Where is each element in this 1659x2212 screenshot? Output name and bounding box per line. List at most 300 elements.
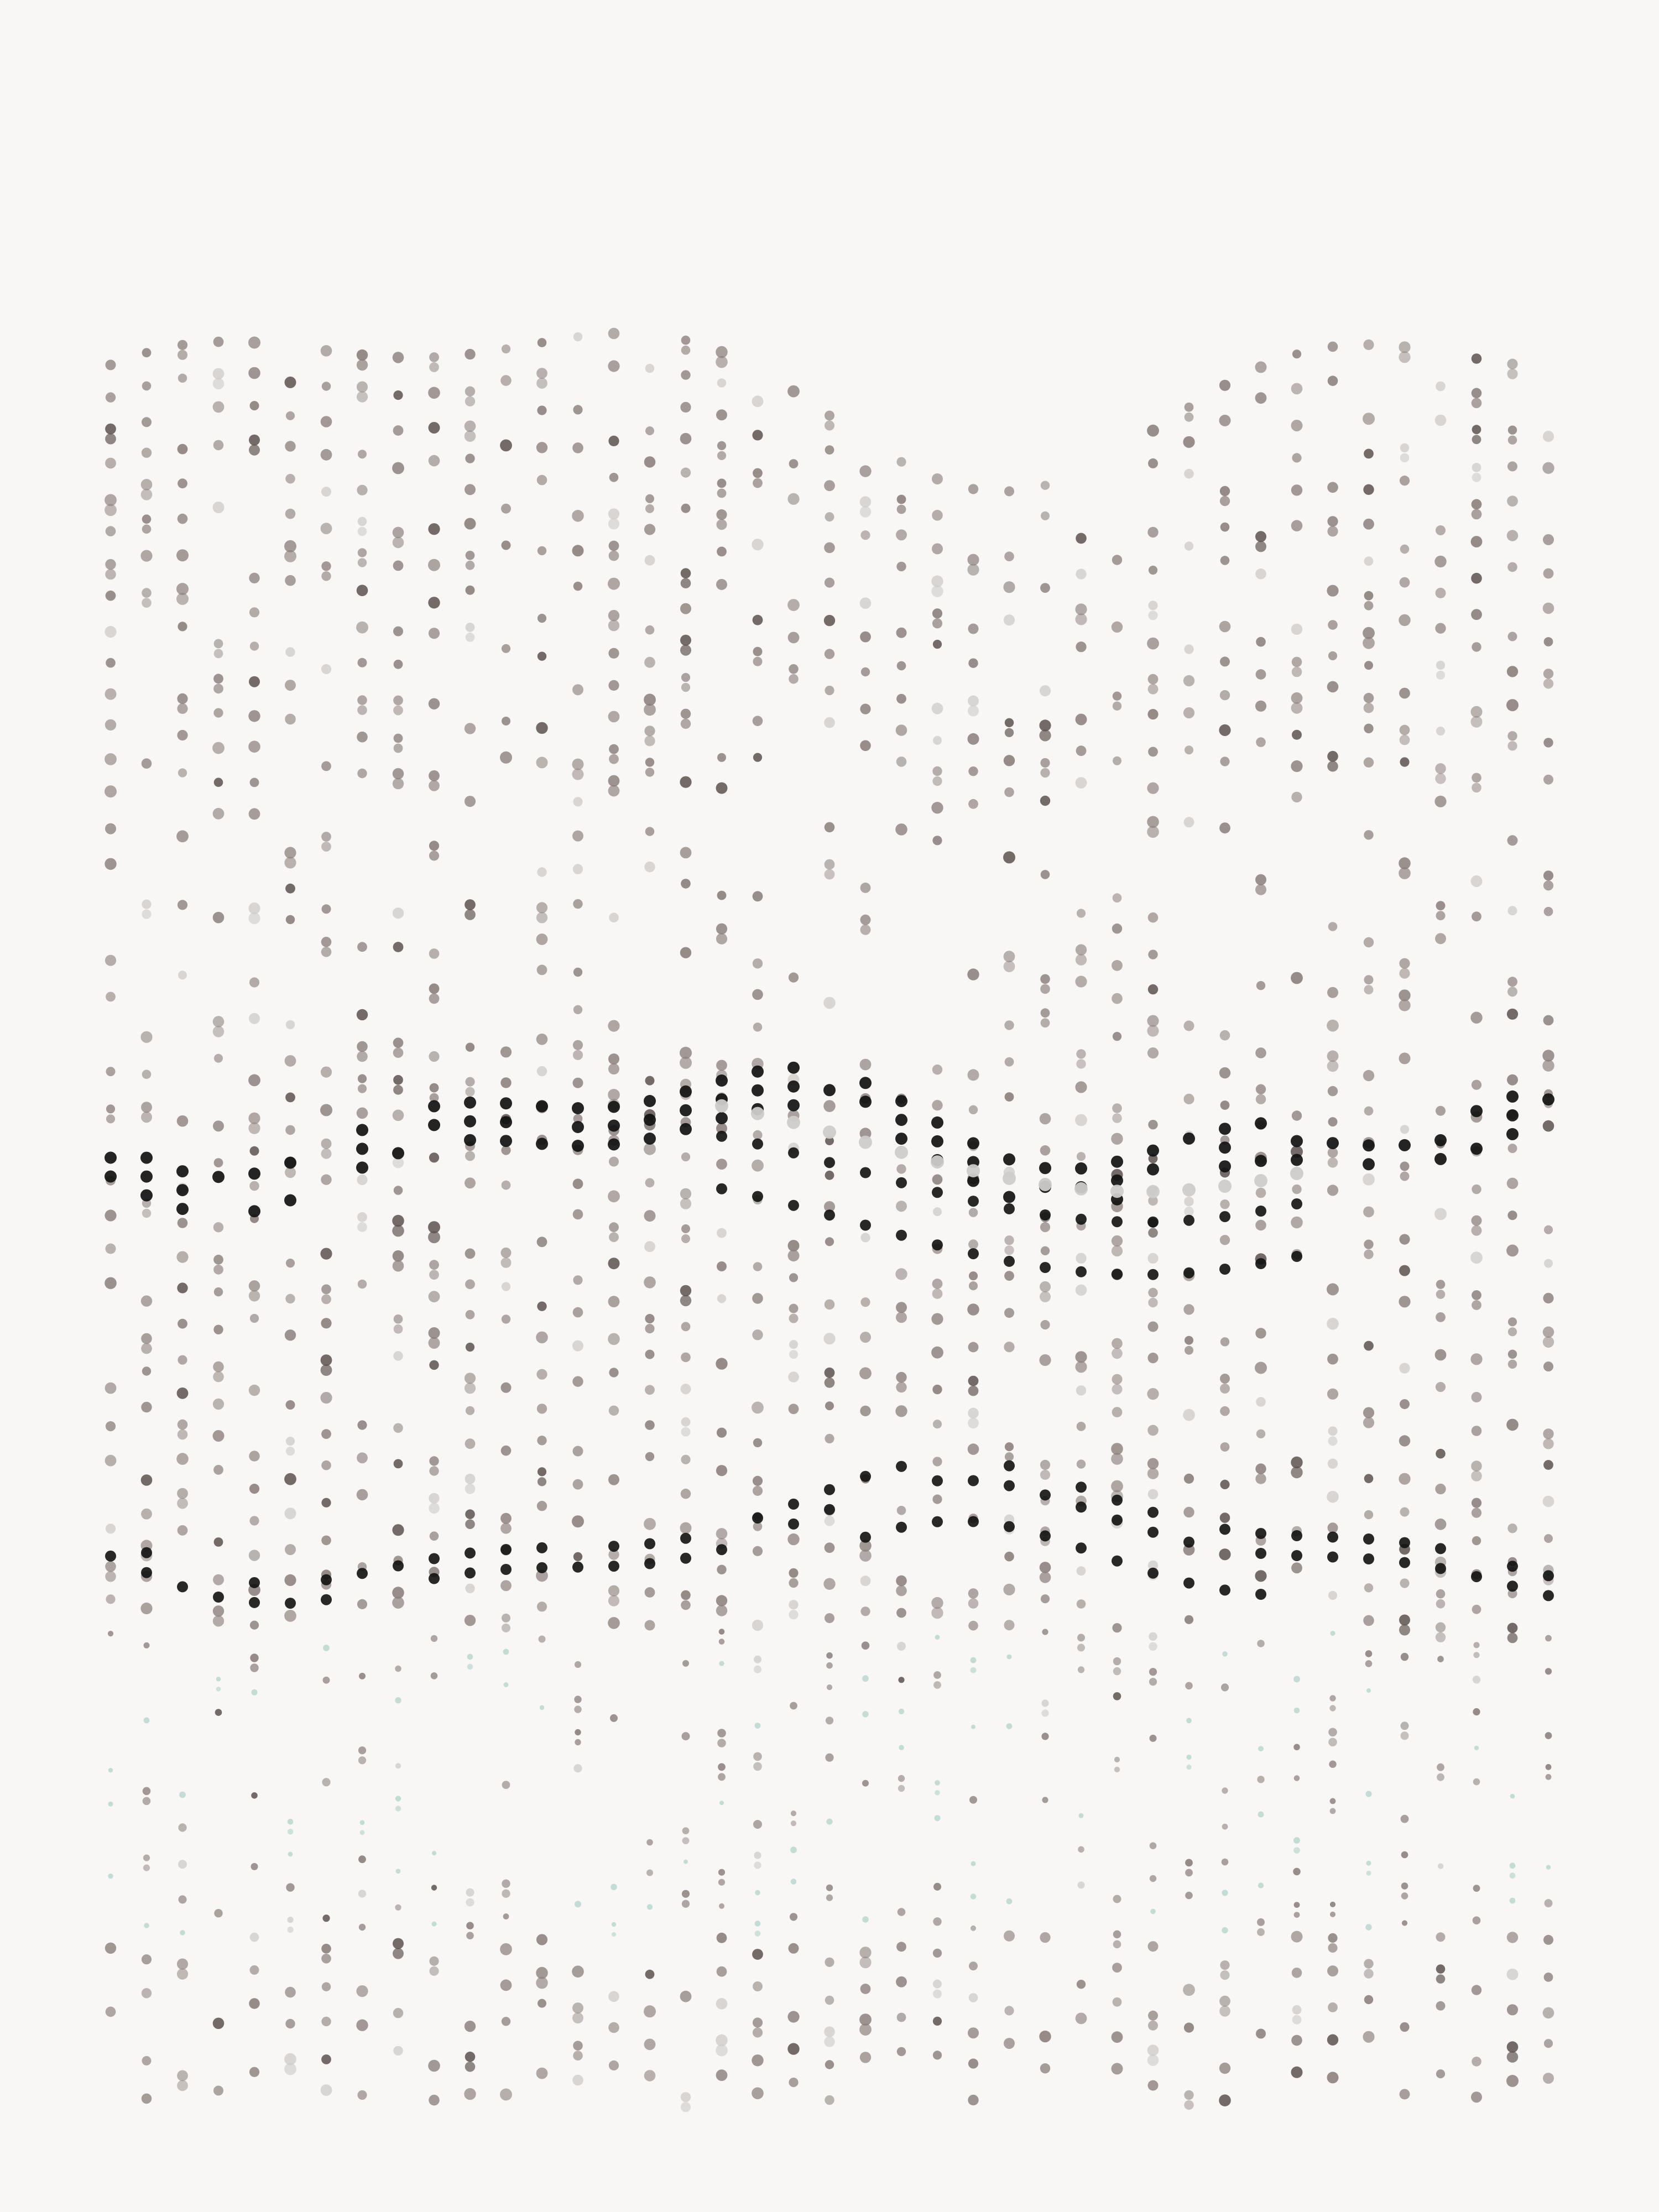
bottom-dot (1291, 2035, 1302, 2046)
dark-wave-dot (932, 1239, 943, 1250)
field-dot (392, 1524, 404, 1536)
field-dot (1004, 1620, 1015, 1630)
ridge-dot (1219, 380, 1230, 391)
field-dot (753, 1130, 762, 1140)
field-dot (932, 1385, 942, 1394)
field-dot (825, 1613, 834, 1623)
ridge-dot (393, 696, 403, 706)
field-dot (1544, 1259, 1553, 1268)
field-dot (465, 909, 476, 920)
field-dot (1437, 1764, 1444, 1771)
ridge-dot (681, 719, 691, 729)
field-dot (1473, 1642, 1479, 1648)
field-dot (141, 1402, 152, 1412)
ridge-dot (178, 768, 187, 777)
field-dot (1147, 1468, 1159, 1479)
bottom-dot (862, 1916, 869, 1923)
bottom-dot (1113, 1940, 1121, 1949)
bottom-dot (1472, 2057, 1481, 2067)
field-dot (716, 782, 728, 794)
field-dot (500, 1513, 512, 1524)
field-dot (1399, 1615, 1410, 1626)
ridge-dot (716, 356, 728, 368)
field-dot (1005, 1452, 1014, 1461)
field-dot (933, 1207, 942, 1216)
field-dot (1328, 1157, 1338, 1168)
ridge-dot (105, 569, 116, 580)
bottom-dot (214, 1909, 222, 1917)
ridge-dot (1076, 533, 1087, 544)
ridge-dot (1004, 614, 1015, 625)
ridge-dot (860, 740, 871, 752)
field-dot (1507, 1009, 1518, 1020)
dark-wave-dot (1399, 1557, 1410, 1568)
dark-wave-dot (1543, 1590, 1554, 1601)
field-dot (1003, 851, 1015, 863)
field-dot (430, 1531, 439, 1541)
dark-wave-dot (1291, 1135, 1303, 1147)
field-dot (321, 1364, 332, 1376)
field-dot (1076, 944, 1087, 955)
ridge-dot (681, 673, 690, 682)
ridge-dot (681, 346, 691, 355)
ridge-dot (1471, 609, 1482, 620)
bottom-dot (753, 2017, 763, 2027)
field-dot (1256, 981, 1265, 990)
mint-dot (1079, 1813, 1084, 1818)
ridge-dot (1147, 638, 1159, 650)
field-dot (860, 1406, 870, 1416)
field-dot (1399, 1265, 1410, 1276)
dark-wave-dot (572, 1140, 584, 1152)
ridge-dot (1219, 724, 1230, 736)
field-dot (284, 857, 296, 868)
bottom-dot (644, 2005, 656, 2017)
field-dot (645, 1587, 655, 1598)
dark-wave-dot (1327, 1552, 1338, 1563)
field-dot (539, 1636, 546, 1643)
dark-wave-dot (1004, 1521, 1015, 1532)
field-dot (644, 1143, 656, 1155)
bottom-dot (356, 1985, 368, 1997)
field-dot (608, 775, 620, 787)
ridge-dot (645, 758, 654, 766)
bottom-dot (1077, 1980, 1086, 1989)
field-dot (754, 1656, 761, 1663)
ridge-dot (105, 559, 116, 570)
dark-wave-dot (500, 1544, 512, 1555)
field-dot (1041, 1018, 1050, 1027)
field-dot (393, 1037, 404, 1048)
light-wave-dot (859, 1136, 872, 1149)
ridge-dot (787, 385, 800, 398)
field-dot (1220, 1512, 1230, 1523)
field-dot (1255, 1463, 1266, 1474)
ridge-dot (932, 776, 942, 786)
ridge-dot (825, 686, 834, 695)
dark-wave-dot (428, 1119, 440, 1131)
dark-wave-dot (429, 1573, 440, 1584)
field-dot (1543, 880, 1553, 890)
bottom-dot (1294, 1902, 1300, 1908)
bottom-dot (1293, 1868, 1301, 1876)
ridge-dot (176, 593, 189, 605)
mint-dot (935, 1790, 940, 1796)
ridge-dot (392, 462, 404, 474)
field-dot (1327, 1050, 1339, 1062)
field-dot (1435, 1349, 1447, 1361)
bottom-dot (971, 1926, 976, 1931)
ridge-dot (1076, 745, 1087, 756)
field-dot (932, 1065, 942, 1074)
dark-wave-dot (572, 1121, 584, 1133)
field-dot (429, 1270, 439, 1280)
ridge-dot (106, 658, 116, 668)
dark-wave-dot (1004, 1256, 1015, 1267)
bottom-dot (177, 1969, 188, 1980)
field-dot (213, 1371, 224, 1383)
bottom-dot (1112, 1963, 1122, 1973)
ridge-dot (1291, 484, 1302, 495)
bottom-dot (826, 1895, 833, 1901)
field-dot (105, 955, 116, 966)
field-dot (1149, 1632, 1157, 1641)
bottom-dot (1292, 2015, 1302, 2025)
ridge-dot (896, 628, 907, 638)
ridge-dot (608, 620, 619, 631)
dark-wave-dot (392, 1147, 404, 1159)
field-dot (573, 1209, 583, 1220)
field-dot (537, 1302, 546, 1311)
field-dot (574, 1695, 581, 1703)
dark-wave-dot (284, 1157, 296, 1169)
field-dot (501, 1383, 512, 1393)
dark-wave-dot (321, 1574, 332, 1585)
bottom-dot (142, 1954, 152, 1964)
field-dot (1041, 1709, 1048, 1717)
field-dot (213, 1399, 224, 1410)
ridge-dot (178, 444, 188, 455)
ridge-dot (1400, 453, 1409, 462)
bottom-dot (1040, 1932, 1050, 1943)
field-dot (428, 1231, 440, 1243)
ridge-dot (824, 717, 835, 728)
mint-dot (935, 1635, 940, 1640)
ridge-dot (214, 649, 223, 659)
field-dot (716, 924, 727, 935)
ridge-dot (176, 549, 189, 561)
bottom-dot (178, 1860, 187, 1869)
ridge-dot (896, 457, 906, 467)
dark-wave-dot (608, 1101, 620, 1113)
light-wave-dot (895, 1146, 908, 1159)
field-dot (393, 1047, 404, 1058)
ridge-dot (393, 778, 404, 789)
field-dot (1255, 874, 1266, 885)
bottom-dot (1506, 2075, 1519, 2087)
field-dot (895, 823, 907, 836)
bottom-dot (500, 1979, 512, 1991)
field-dot (105, 823, 116, 834)
mint-dot (108, 1768, 113, 1772)
field-dot (536, 912, 547, 923)
field-dot (573, 1552, 582, 1561)
ridge-dot (142, 598, 152, 608)
field-dot (1434, 1208, 1447, 1220)
field-dot (1364, 1107, 1374, 1116)
field-dot (429, 851, 439, 860)
bottom-dot (464, 2088, 476, 2100)
ridge-dot (717, 489, 727, 498)
dark-wave-dot (1471, 1571, 1482, 1582)
field-dot (286, 1020, 295, 1029)
bottom-dot (1294, 1912, 1300, 1918)
mint-dot (1006, 1723, 1013, 1729)
field-dot (249, 808, 260, 820)
dark-wave-dot (716, 1112, 728, 1124)
field-dot (1255, 1328, 1266, 1338)
dark-wave-dot (931, 1135, 943, 1147)
field-dot (1041, 1246, 1050, 1255)
dark-wave-dot (105, 1152, 117, 1164)
dark-wave-dot (1291, 1251, 1302, 1262)
ridge-dot (321, 561, 331, 571)
ridge-dot (1507, 495, 1518, 507)
field-dot (213, 1430, 225, 1442)
field-dot (1112, 1245, 1123, 1256)
field-dot (860, 1059, 872, 1071)
field-dot (1077, 1459, 1086, 1468)
field-dot (393, 907, 404, 919)
bottom-dot (357, 2090, 367, 2100)
field-dot (682, 1837, 690, 1844)
field-dot (1292, 1185, 1301, 1194)
ridge-dot (393, 425, 404, 436)
ridge-dot (1040, 583, 1050, 593)
bottom-dot (719, 1903, 724, 1909)
field-dot (1255, 884, 1266, 895)
field-dot (1543, 1496, 1554, 1507)
dark-wave-dot (464, 1115, 476, 1128)
bottom-dot (144, 1923, 149, 1928)
dark-wave-dot (896, 1230, 907, 1241)
ridge-dot (1292, 349, 1301, 358)
field-dot (716, 1358, 727, 1369)
bottom-dot (608, 2022, 619, 2033)
ridge-dot (1400, 476, 1410, 486)
field-dot (249, 1550, 260, 1561)
field-dot (105, 1571, 116, 1582)
ridge-dot (608, 328, 620, 340)
field-dot (609, 1368, 618, 1377)
ridge-dot (572, 510, 584, 522)
dark-wave-dot (1255, 1528, 1266, 1539)
ridge-dot (501, 504, 511, 514)
ridge-dot (1507, 731, 1517, 740)
field-dot (1399, 968, 1410, 979)
field-dot (823, 1100, 836, 1112)
ridge-dot (717, 479, 727, 488)
field-dot (1544, 1534, 1553, 1543)
ridge-dot (285, 575, 296, 586)
dark-wave-dot (500, 1097, 512, 1109)
field-dot (502, 1181, 511, 1190)
bottom-dot (1219, 2063, 1230, 2074)
field-dot (106, 1104, 115, 1113)
bottom-dot (1147, 2044, 1159, 2056)
ridge-dot (212, 742, 225, 754)
field-dot (1112, 960, 1123, 971)
dark-wave-dot (788, 1147, 799, 1159)
field-dot (429, 1260, 439, 1270)
ridge-dot (321, 416, 332, 427)
ridge-dot (1507, 369, 1517, 379)
bottom-dot (859, 2023, 872, 2036)
ridge-dot (1183, 436, 1194, 448)
ridge-dot (1543, 431, 1554, 442)
field-dot (968, 1239, 978, 1249)
mint-dot (1366, 1688, 1371, 1693)
field-dot (572, 1340, 583, 1352)
field-dot (321, 1285, 331, 1295)
field-dot (249, 1451, 259, 1461)
field-dot (896, 1575, 907, 1587)
ridge-dot (1185, 413, 1194, 422)
mint-dot (899, 1745, 904, 1750)
ridge-dot (609, 551, 619, 561)
ridge-dot (429, 628, 440, 639)
dark-wave-dot (1255, 1258, 1266, 1269)
field-dot (681, 1322, 691, 1332)
ridge-dot (357, 585, 368, 596)
field-dot (1040, 984, 1050, 994)
field-dot (284, 1473, 296, 1485)
field-dot (250, 778, 259, 787)
ridge-dot (1075, 613, 1087, 625)
ridge-dot (465, 397, 475, 406)
ridge-dot (753, 716, 763, 726)
field-dot (1507, 1178, 1519, 1190)
dark-wave-dot (1183, 1267, 1194, 1279)
ridge-dot (1004, 755, 1015, 766)
field-dot (788, 1240, 800, 1251)
field-dot (644, 1210, 656, 1222)
field-dot (213, 1265, 223, 1275)
ridge-dot (572, 442, 583, 453)
field-dot (1220, 1100, 1230, 1110)
dark-wave-dot (860, 1471, 871, 1482)
ridge-dot (322, 382, 331, 390)
bottom-dot (321, 2017, 331, 2026)
bottom-dot (1113, 1997, 1122, 2007)
ridge-dot (428, 559, 440, 571)
ridge-dot (1471, 706, 1483, 718)
ridge-dot (1220, 690, 1230, 700)
bottom-dot (1257, 1928, 1265, 1936)
field-dot (789, 1314, 799, 1323)
dark-wave-dot (932, 1475, 943, 1486)
field-dot (429, 1360, 439, 1370)
field-dot (1040, 1145, 1051, 1156)
ridge-dot (753, 468, 763, 478)
field-dot (1329, 1695, 1335, 1701)
field-dot (644, 1241, 655, 1252)
field-dot (323, 1677, 330, 1684)
bottom-dot (1328, 1943, 1337, 1953)
ridge-dot (537, 475, 547, 486)
ridge-dot (645, 426, 654, 435)
ridge-dot (1112, 555, 1122, 565)
field-dot (429, 983, 440, 994)
dark-wave-dot (1147, 1164, 1159, 1176)
field-dot (105, 1383, 117, 1394)
ridge-dot (716, 509, 727, 520)
field-dot (393, 942, 404, 952)
field-dot (1041, 1733, 1048, 1740)
field-dot (284, 1574, 296, 1586)
ridge-dot (645, 555, 655, 566)
field-dot (537, 1501, 547, 1511)
field-dot (1076, 1049, 1086, 1058)
bottom-dot (213, 2086, 223, 2096)
field-dot (1327, 1389, 1338, 1400)
field-dot (1328, 1522, 1338, 1533)
bottom-dot (395, 1905, 401, 1911)
field-dot (898, 1775, 905, 1782)
field-dot (788, 1371, 799, 1383)
bottom-dot (1436, 2001, 1446, 2011)
dark-wave-dot (860, 1532, 871, 1543)
bottom-dot (1401, 1882, 1408, 1890)
field-dot (1363, 1207, 1374, 1218)
field-dot (1364, 1474, 1374, 1483)
bottom-dot (1148, 2021, 1158, 2031)
bottom-dot (860, 2052, 871, 2063)
field-dot (321, 1175, 331, 1185)
field-dot (608, 1190, 620, 1202)
field-dot (141, 1112, 152, 1123)
dark-wave-dot (536, 1542, 547, 1553)
field-dot (358, 1084, 367, 1093)
ridge-dot (177, 703, 187, 714)
field-dot (285, 1294, 295, 1303)
field-dot (465, 1177, 476, 1188)
field-dot (321, 832, 331, 842)
ridge-dot (142, 417, 152, 427)
field-dot (644, 1276, 656, 1288)
field-dot (1327, 1060, 1339, 1072)
dark-wave-dot (824, 1209, 835, 1220)
ridge-dot (357, 705, 367, 715)
field-dot (177, 1115, 189, 1127)
field-dot (1185, 1682, 1193, 1690)
ridge-dot (536, 368, 547, 379)
dark-wave-dot (967, 1137, 979, 1149)
ridge-dot (572, 545, 584, 556)
ridge-dot (1219, 621, 1231, 633)
field-dot (896, 1312, 907, 1323)
field-dot (1471, 1470, 1482, 1481)
field-dot (250, 1314, 259, 1323)
ridge-dot (285, 647, 295, 656)
dark-wave-dot (1111, 1156, 1123, 1168)
bottom-dot (466, 1898, 474, 1907)
field-dot (357, 1599, 367, 1609)
mint-dot (971, 1725, 975, 1729)
field-dot (105, 858, 116, 870)
field-dot (968, 1621, 978, 1631)
ridge-dot (1363, 340, 1374, 350)
